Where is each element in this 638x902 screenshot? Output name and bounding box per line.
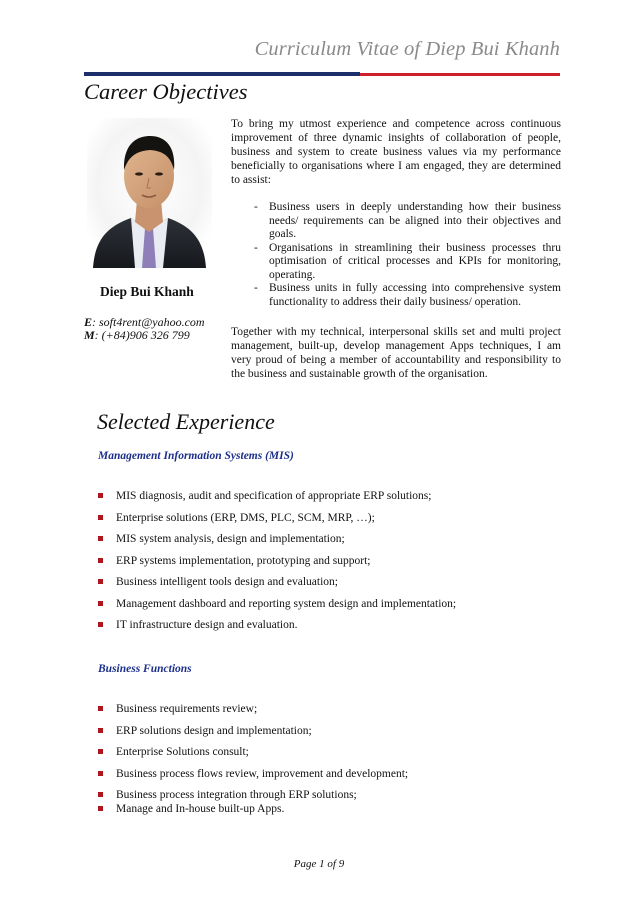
list-item bbox=[98, 702, 408, 724]
list-item-text: Business requirements review; bbox=[116, 703, 258, 715]
list-item bbox=[98, 554, 456, 576]
mis-list bbox=[98, 489, 456, 640]
list-item bbox=[98, 575, 456, 597]
bullet-square-icon bbox=[98, 806, 103, 811]
objective-points-list bbox=[231, 201, 561, 309]
bullet-square-icon bbox=[98, 558, 103, 563]
bullet-square-icon bbox=[98, 536, 103, 541]
bullet-square-icon bbox=[98, 515, 103, 520]
profile-photo bbox=[87, 118, 212, 268]
mobile-label: M bbox=[84, 328, 95, 342]
bullet-square-icon bbox=[98, 728, 103, 733]
bullet-square-icon bbox=[98, 792, 103, 797]
dash-marker: - bbox=[254, 282, 258, 294]
career-objectives-heading: Career Objectives bbox=[84, 79, 248, 104]
email-label: E bbox=[84, 315, 93, 329]
list-item-text: Business intelligent tools design and evaluation; bbox=[116, 576, 338, 588]
objective-point-text: Business units in fully accessing into comprehensive system functionality to address their daily business/ operation. bbox=[269, 282, 561, 308]
list-item bbox=[98, 802, 408, 816]
list-item-text: Enterprise Solutions consult; bbox=[116, 746, 249, 758]
dash-marker: - bbox=[254, 201, 258, 213]
list-item-text: MIS system analysis, design and implementation; bbox=[116, 533, 345, 545]
list-item-text: IT infrastructure design and evaluation. bbox=[116, 619, 298, 631]
selected-experience-heading: Selected Experience bbox=[97, 409, 275, 434]
contact-mobile bbox=[84, 328, 190, 343]
list-item bbox=[98, 788, 408, 802]
email-value: : soft4rent@yahoo.com bbox=[92, 315, 205, 329]
list-item bbox=[98, 597, 456, 619]
list-item-text: Business process flows review, improvement and development; bbox=[116, 767, 409, 780]
bullet-square-icon bbox=[98, 601, 103, 606]
mobile-value: : (+84)906 326 799 bbox=[94, 328, 190, 342]
bullet-square-icon bbox=[98, 706, 103, 711]
mis-subheading: Management Information Systems (MIS) bbox=[98, 450, 294, 462]
list-item bbox=[98, 618, 456, 640]
dash-marker: - bbox=[254, 241, 258, 254]
list-item bbox=[98, 724, 408, 746]
bullet-square-icon bbox=[98, 622, 103, 627]
list-item bbox=[98, 489, 456, 511]
bullet-square-icon bbox=[98, 749, 103, 754]
objective-closing-paragraph: Together with my technical, interpersonal skills set and multi project management, built-up, develop management Apps techniques, I am very proud of being a member of accountability and responsibility to the business and sustainable growth of the organisation. bbox=[231, 326, 561, 380]
list-item bbox=[98, 767, 408, 789]
objective-intro-paragraph: To bring my utmost experience and competence across continuous improvement of three dynamic insights of collaboration of people, business and system to create business values via my performance beneficially to organisations where I am engaged, they are determined to assist: bbox=[231, 118, 561, 186]
person-name: Diep Bui Khanh bbox=[100, 284, 194, 299]
list-item-text: Business process integration through ERP solutions; bbox=[116, 789, 357, 801]
business-functions-subheading: Business Functions bbox=[98, 663, 192, 675]
list-item-text: Management dashboard and reporting system design and implementation; bbox=[116, 597, 457, 610]
bullet-square-icon bbox=[98, 771, 103, 776]
page-number: Page 1 of 9 bbox=[293, 858, 345, 870]
objective-point-text: Organisations in streamlining their business processes thru optimisation of critical processes and KPIs for monitoring, operating. bbox=[269, 241, 561, 281]
document-header-title: Curriculum Vitae of Diep Bui Khanh bbox=[254, 38, 560, 60]
bullet-square-icon bbox=[98, 493, 103, 498]
list-item-text: ERP systems implementation, prototyping and support; bbox=[116, 554, 371, 567]
list-item-text: ERP solutions design and implementation; bbox=[116, 724, 312, 737]
list-item-text: Enterprise solutions (ERP, DMS, PLC, SCM, MRP, …); bbox=[116, 511, 375, 524]
list-item bbox=[98, 532, 456, 554]
list-item-text: Manage and In-house built-up Apps. bbox=[116, 803, 285, 815]
list-item-text: MIS diagnosis, audit and specification of appropriate ERP solutions; bbox=[116, 490, 432, 502]
objective-point bbox=[231, 201, 561, 242]
list-item bbox=[98, 511, 456, 533]
objective-point bbox=[231, 242, 561, 283]
header-rule-blue bbox=[84, 72, 360, 76]
business-functions-list bbox=[98, 702, 408, 816]
list-item bbox=[98, 745, 408, 767]
objective-point bbox=[231, 282, 561, 309]
objective-point-text: Business users in deeply understanding how their business needs/ requirements can be aligned into their objectives and goals. bbox=[269, 201, 561, 240]
header-rule-red bbox=[360, 73, 560, 76]
bullet-square-icon bbox=[98, 579, 103, 584]
